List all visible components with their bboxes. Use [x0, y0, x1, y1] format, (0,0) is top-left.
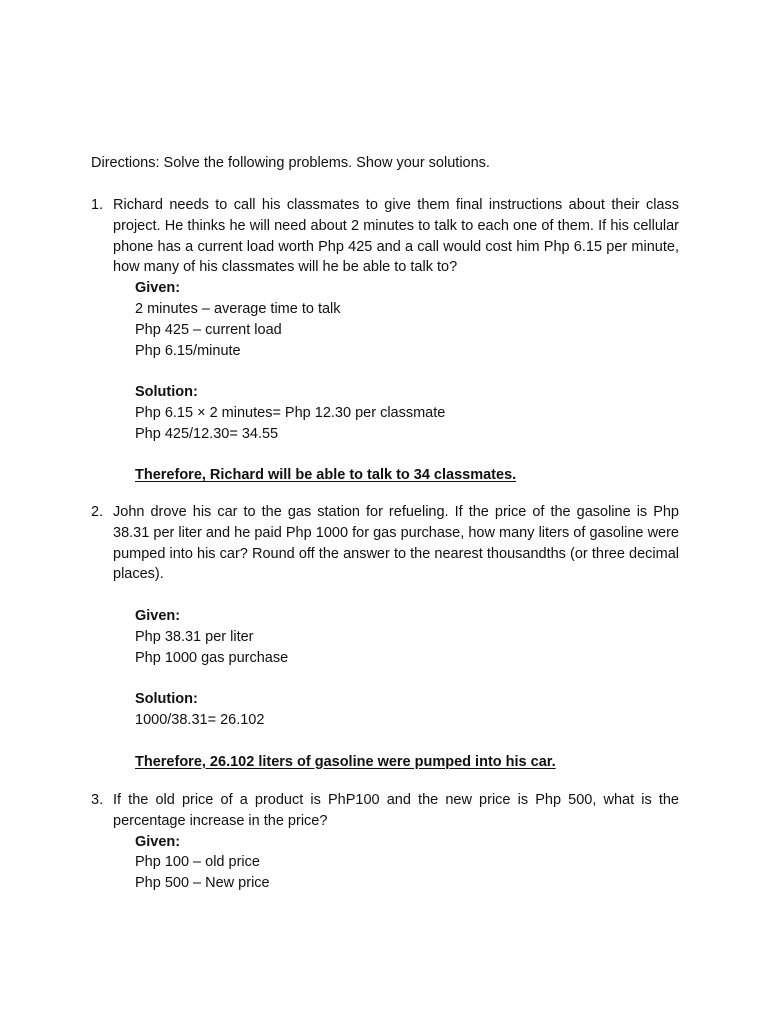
given-section — [135, 585, 679, 772]
given-item: Php 100 – old price — [135, 854, 260, 871]
given-label: Given: — [135, 833, 181, 850]
problem-question: Richard needs to call his classmates to give them final instructions about their class project. He thinks he will need about 2 minutes to talk to each one of them. If his cellular phone has a current load worth Php 425 and a call would cost him Php 6.15 per minute, how many of his classmates will he be able to talk to? — [113, 197, 679, 276]
solution-label: Solution: — [135, 384, 198, 401]
solution-step: 1000/38.31= 26.102 — [135, 711, 265, 728]
given-item: Php 1000 gas purchase — [135, 649, 289, 666]
solution-step: Php 425/12.30= 34.55 — [135, 425, 279, 442]
given-item: Php 38.31 per liter — [135, 628, 254, 645]
problem-2 — [91, 502, 679, 772]
given-item: Php 500 – New price — [135, 875, 270, 892]
given-label: Given: — [135, 280, 181, 297]
given-item: Php 425 – current load — [135, 321, 282, 338]
problem-question: John drove his car to the gas station for refueling. If the price of the gasoline is Php 38.31 per liter and he paid Php 1000 for gas purchase, how many liters of gasoline were pumped into his car? Round off the answer to the nearest thousandths (or three decimal places). — [113, 504, 679, 583]
given-section — [135, 832, 679, 894]
given-item: Php 6.15/minute — [135, 342, 241, 359]
given-section — [135, 278, 679, 486]
problem-1 — [91, 195, 679, 486]
given-label: Given: — [135, 607, 181, 624]
given-item: 2 minutes – average time to talk — [135, 300, 341, 317]
problem-number: 1. — [91, 197, 104, 213]
problem-3 — [91, 790, 679, 894]
answer-statement: Therefore, 26.102 liters of gasoline were pumped into his car. — [135, 753, 556, 770]
problem-number: 3. — [91, 792, 104, 808]
problem-number: 2. — [91, 504, 104, 520]
solution-label: Solution: — [135, 691, 198, 708]
solution-step: Php 6.15 × 2 minutes= Php 12.30 per classmate — [135, 404, 446, 421]
directions-text: Directions: Solve the following problems. Show your solutions. — [91, 155, 490, 171]
problem-question: If the old price of a product is PhP100 and the new price is Php 500, what is the percentage increase in the price? — [113, 792, 679, 829]
answer-statement: Therefore, Richard will be able to talk to 34 classmates. — [135, 467, 517, 484]
